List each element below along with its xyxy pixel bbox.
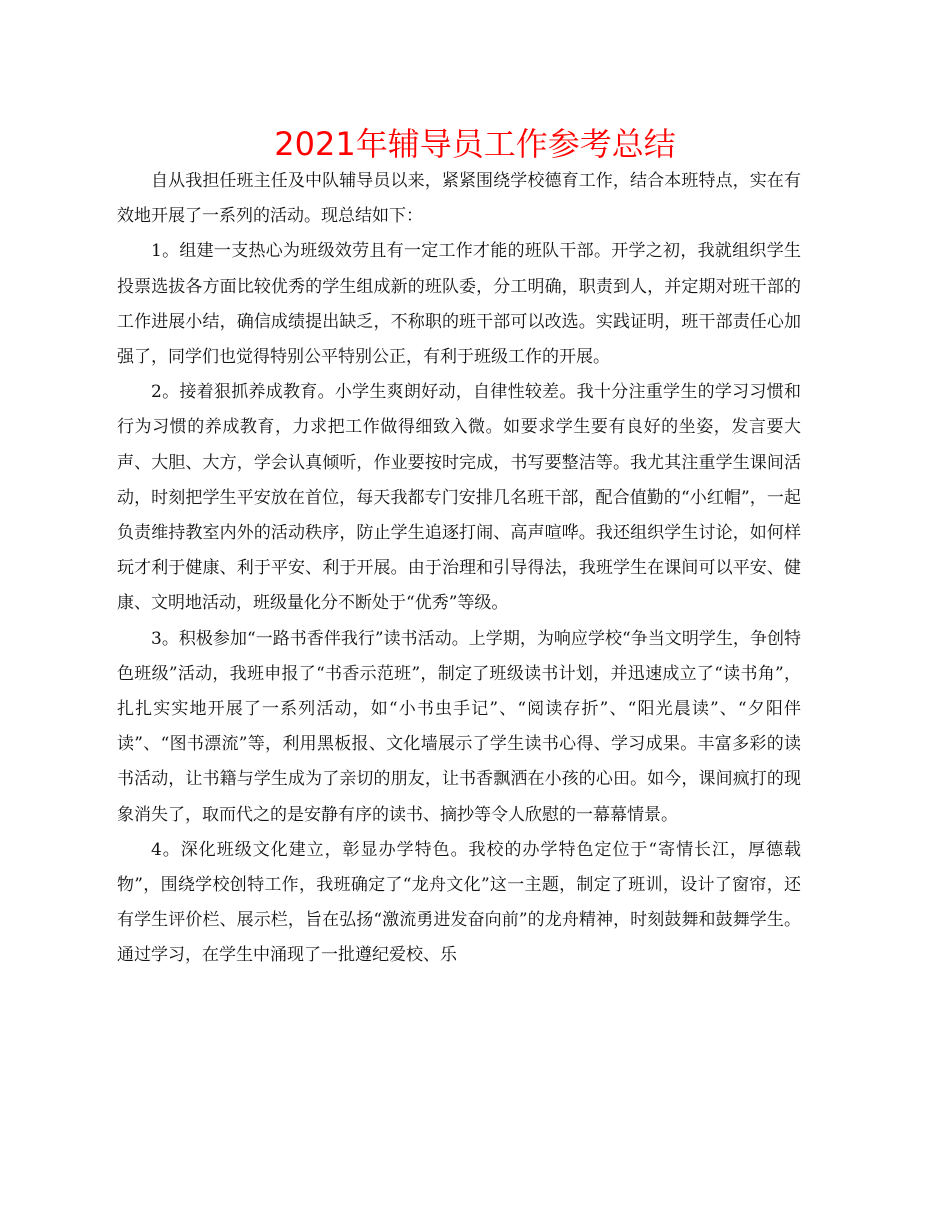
paragraph-2: 2。接着狠抓养成教育。小学生爽朗好动，自律性较差。我十分注重学生的学习习惯和行为习惯的养成教育，力求把工作做得细致入微。如要求学生要有良好的坐姿，发言要大声、大胆、大方，学会认真倾听，作业要按时完成，书写要整洁等。我尤其注重学生课间活动，时刻把学生平安放在首位，每天我都专门安排几名班干部，配合值勤的“小红帽”，一起负责维持教室内外的活动秩序，防止学生追逐打闹、高声喧哗。我还组织学生讨论，如何样玩才利于健康、利于平安、利于开展。由于治理和引导得法，我班学生在课间可以平安、健康、文明地活动，班级量化分不断处于“优秀”等级。 xyxy=(117,382,801,614)
paragraph-4: 4。深化班级文化建立，彰显办学特色。我校的办学特色定位于“寄情长江，厚德载物”，围绕学校创特工作，我班确定了“龙舟文化”这一主题，制定了班训，设计了窗帘，还有学生评价栏、展示栏，旨在弘扬“激流勇进发奋向前”的龙舟精神，时刻鼓舞和鼓舞学生。通过学习，在学生中涌现了一批遵纪爱校、乐 xyxy=(117,839,801,966)
document-body xyxy=(117,164,801,974)
paragraph-1: 1。组建一支热心为班级效劳且有一定工作才能的班队干部。开学之初，我就组织学生投票选拔各方面比较优秀的学生组成新的班队委，分工明确，职责到人，并定期对班干部的工作进展小结，确信成绩提出缺乏，不称职的班干部可以改选。实践证明，班干部责任心加强了，同学们也觉得特别公平特别公正，有利于班级工作的开展。 xyxy=(117,241,801,368)
document-title: 2021年辅导员工作参考总结 xyxy=(274,125,676,163)
paragraph-3: 3。积极参加“一路书香伴我行”读书活动。上学期，为响应学校“争当文明学生，争创特色班级”活动，我班申报了“书香示范班”，制定了班级读书计划，并迅速成立了“读书角”，扎扎实实地开展了一系列活动，如“小书虫手记”、“阅读存折”、“阳光晨读”、“夕阳伴读”、“图书漂流”等，利用黑板报、文化墙展示了学生读书心得、学习成果。丰富多彩的读书活动，让书籍与学生成为了亲切的朋友，让书香飘洒在小孩的心田。如今，课间疯打的现象消失了，取而代之的是安静有序的读书、摘抄等令人欣慰的一幕幕情景。 xyxy=(117,628,801,825)
intro-paragraph: 自从我担任班主任及中队辅导员以来，紧紧围绕学校德育工作，结合本班特点，实在有效地开展了一系列的活动。现总结如下： xyxy=(117,171,801,227)
